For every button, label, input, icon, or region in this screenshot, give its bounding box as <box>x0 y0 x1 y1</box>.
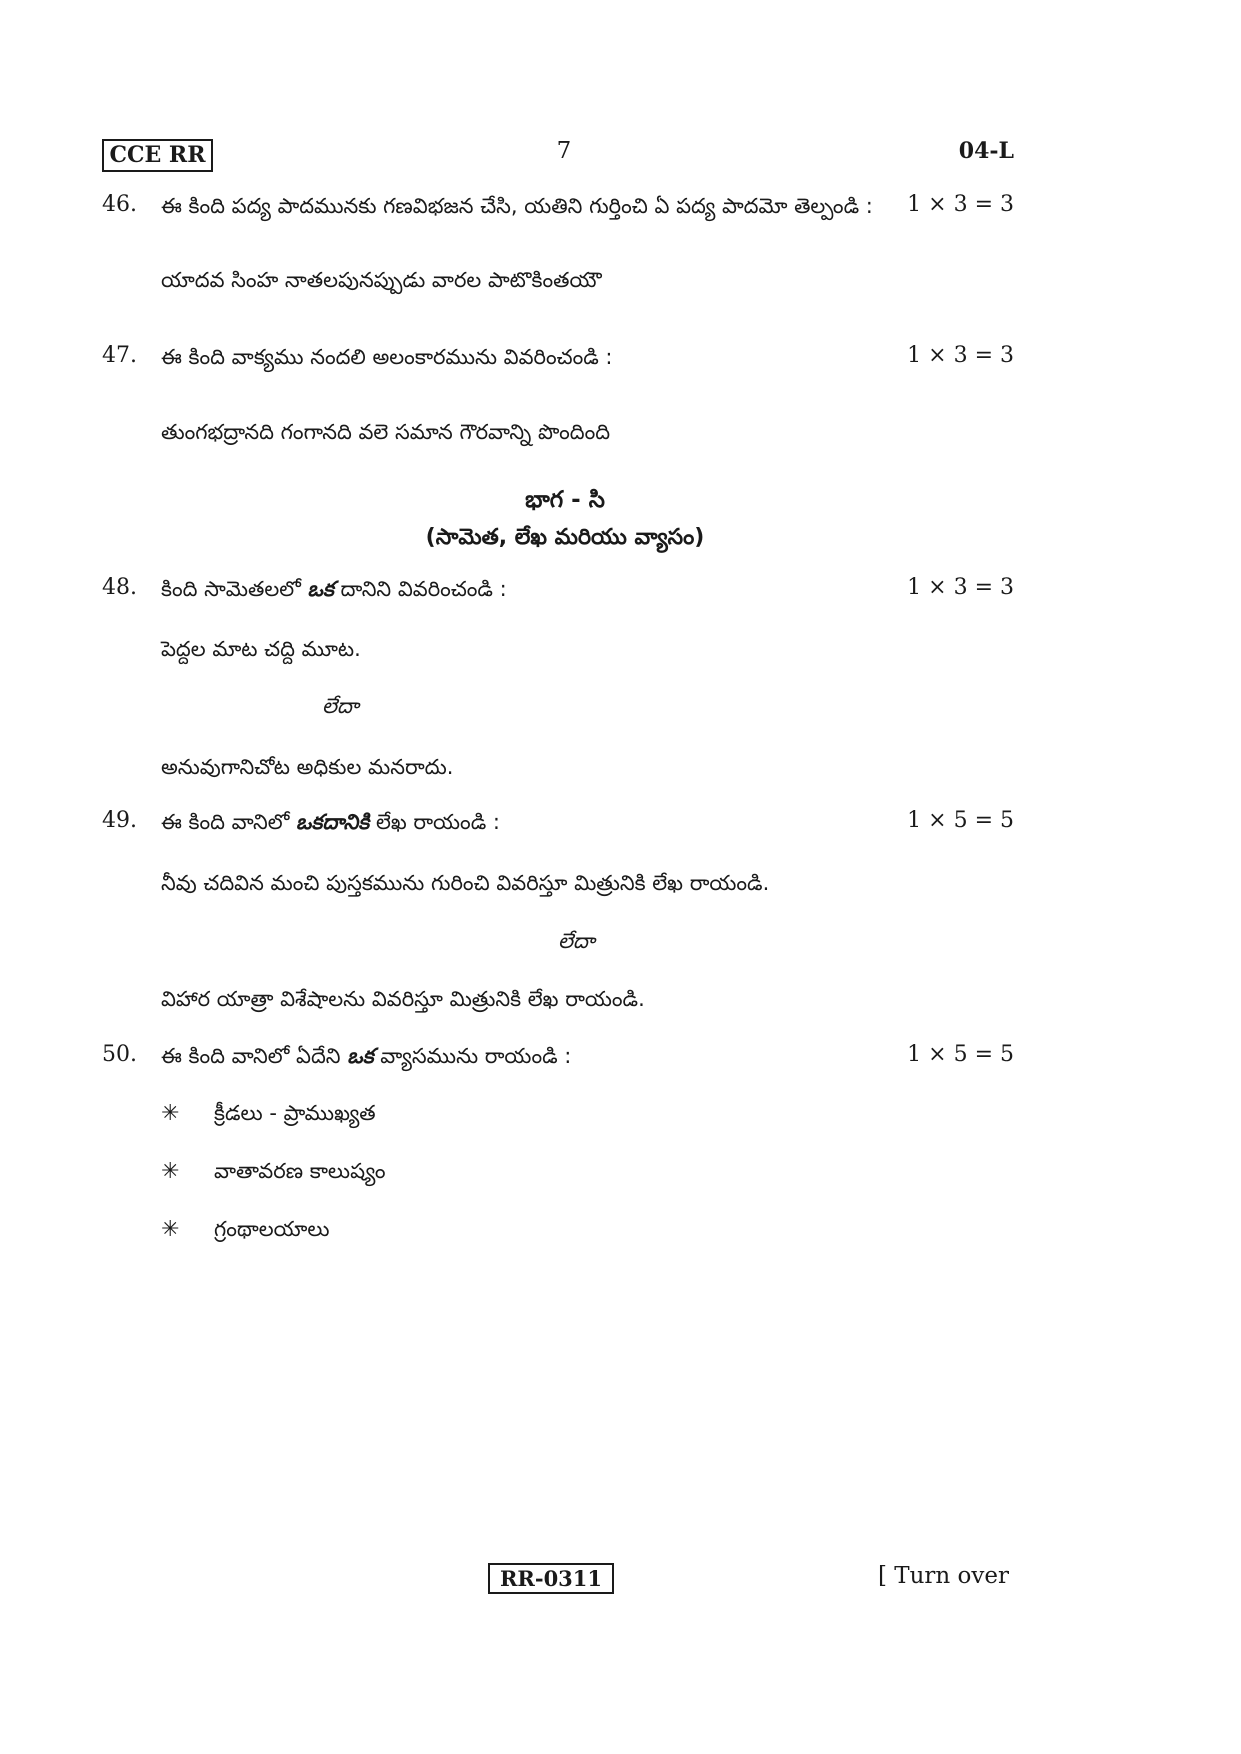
question-48-or: లేదా <box>322 694 359 718</box>
question-46-text: ఈ కింది పద్య పాదమునకు గణవిభజన చేసి, యతిని గుర్తించి ఏ పద్య పాదమో తెల్పండి : <box>161 194 873 218</box>
question-47-text: ఈ కింది వాక్యము నందలి అలంకారమును వివరించండి : <box>161 345 613 369</box>
question-47-sentence: తుంగభద్రానది గంగానది వలె సమాన గౌరవాన్ని పొందింది <box>161 420 611 444</box>
question-47-number: 47. <box>102 343 137 368</box>
question-48-text: కింది సామెతలలో ఒక దానిని వివరించండి : <box>161 577 507 601</box>
question-48-option-1: పెద్దల మాట చద్ది మూట. <box>161 637 361 661</box>
question-49-marks: 1 × 5 = 5 <box>907 808 1014 833</box>
header-code-left: CCE RR <box>102 139 213 172</box>
question-50-text: ఈ కింది వానిలో ఏదేని ఒక వ్యాసమును రాయండి : <box>161 1044 572 1068</box>
question-48-emphasis: ఒక <box>307 577 334 601</box>
turn-over-note: [ Turn over <box>877 1563 1009 1589</box>
question-46-number: 46. <box>102 192 137 217</box>
question-49-text: ఈ కింది వానిలో ఒకదానికి లేఖ రాయండి : <box>161 810 500 834</box>
question-49-option-2: విహార యాత్రా విశేషాలను వివరిస్తూ మిత్రునికి లేఖ రాయండి. <box>161 987 645 1011</box>
question-50-marks: 1 × 5 = 5 <box>907 1042 1014 1067</box>
essay-topic-2: వాతావరణ కాలుష్యం <box>214 1159 386 1183</box>
question-48-option-2: అనువుగానిచోట అధికుల మనరాదు. <box>161 755 454 779</box>
question-50-emphasis: ఒక <box>347 1044 374 1068</box>
question-46-verse: యాదవ సింహ నాతలపునప్పుడు వారల పాటొకింతయౌ <box>161 268 602 292</box>
header-code-right: 04-L <box>958 138 1014 164</box>
question-50-number: 50. <box>102 1042 137 1067</box>
footer-code: RR-0311 <box>488 1563 614 1594</box>
page-number: 7 <box>556 138 572 164</box>
question-47-marks: 1 × 3 = 3 <box>907 343 1014 368</box>
asterisk-bullet-icon: ✳ <box>161 1101 180 1126</box>
section-subtitle: (సామెత, లేఖ మరియు వ్యాసం) <box>425 525 705 550</box>
asterisk-bullet-icon: ✳ <box>161 1159 180 1184</box>
asterisk-bullet-icon: ✳ <box>161 1217 180 1242</box>
question-48-number: 48. <box>102 575 137 600</box>
question-49-option-1: నీవు చదివిన మంచి పుస్తకమును గురించి వివరిస్తూ మిత్రునికి లేఖ రాయండి. <box>161 871 770 895</box>
essay-topic-1: క్రీడలు - ప్రాముఖ్యత <box>214 1101 376 1125</box>
question-48-marks: 1 × 3 = 3 <box>907 575 1014 600</box>
question-49-or: లేదా <box>558 929 595 953</box>
question-46-marks: 1 × 3 = 3 <box>907 192 1014 217</box>
question-49-emphasis: ఒకదానికి <box>296 810 370 834</box>
section-title: భాగ - సి <box>525 487 605 513</box>
question-49-number: 49. <box>102 808 137 833</box>
essay-topic-3: గ్రంథాలయాలు <box>214 1217 330 1241</box>
